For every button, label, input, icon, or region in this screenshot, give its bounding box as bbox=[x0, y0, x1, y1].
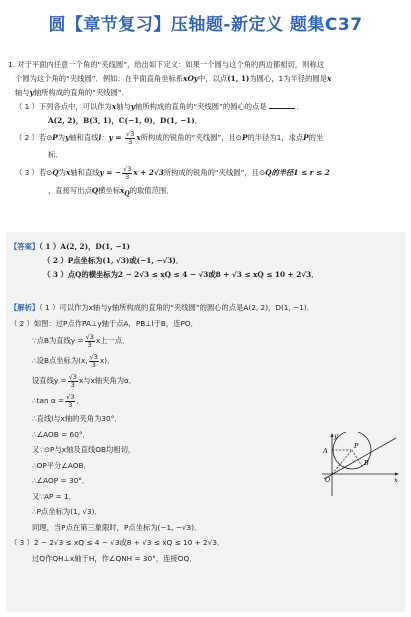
fraction: $\frac{√3}{3}$ bbox=[85, 332, 94, 349]
question-part1-options: A(2, 2)，B(3, 1)，C(−1, 0)，D(1, −1)． bbox=[48, 116, 202, 125]
answer-tag: 【答案】 bbox=[10, 242, 40, 251]
solution-line-2: （ 2 ）如图：过P点作PA⊥y轴于点A，PB⊥l于B，连PO． bbox=[10, 318, 198, 328]
question-intro: 1. 对于平面内任意一个角的“夹线圆”，给出如下定义：如果一个圆与这个角的两边都相切，则称这 bbox=[8, 60, 325, 69]
answer-line-2: （ 2 ）P点坐标为(1, √3)或(−1, −√3)． bbox=[43, 256, 184, 265]
solution-line-9: 又∵⊙P与x轴及直线OB均相切， bbox=[32, 445, 136, 454]
solution-line-4: ∴设B点坐标为(x, $\frac{√3}{3}$ x)． bbox=[32, 352, 115, 369]
a-label: A bbox=[323, 447, 328, 455]
question-block bbox=[8, 58, 406, 201]
question-part1: （ 1 ）下列各点中，可以作为x轴与y轴所构成的直角的“夹线圆”的圆心的点是 ． bbox=[15, 102, 304, 111]
page-title: 圆【章节复习】压轴题-新定义 题集C37 bbox=[48, 15, 363, 35]
solution-line-11: ∴∠AOP = 30°． bbox=[32, 476, 90, 485]
question-intro-line3: 轴与y轴所构成的直角的“夹线圆”． bbox=[15, 88, 129, 97]
segment-op bbox=[332, 450, 352, 474]
solution-tag: 【解析】 bbox=[10, 303, 40, 312]
solution-line-14: 同理，当P点在第三象限时，P点坐标为(−1, −√3)． bbox=[32, 522, 202, 532]
solution-line-6: ∴tan α = $\frac{√3}{3}$ ． bbox=[32, 392, 84, 409]
y-label: y bbox=[334, 432, 338, 440]
question-part3-cont: ，直接写出点Q横坐标$x_Q$的取值范围． bbox=[48, 186, 174, 198]
fraction: $\frac{√3}{3}$ bbox=[68, 372, 77, 389]
fraction: $\frac{√3}{3}$ bbox=[66, 392, 75, 409]
question-part2: （ 2 ）若⊙P为y轴和直线l：y = $\frac{√3}{3}$ x所构成的锐角的“夹线圆”，且⊙P的半径为1，求点P的坐 bbox=[15, 129, 324, 146]
answer-line-1: 【答案】（ 1 ）A(2, 2)，D(1, −1) bbox=[10, 242, 130, 251]
fraction: $\frac{√3}{3}$ bbox=[126, 129, 135, 146]
solution-line-16: 过Q作QH⊥x轴于H，作∠QNH = 30°，连接OQ． bbox=[32, 553, 197, 563]
answer-blank bbox=[269, 102, 295, 109]
solution-line-8: ∴∠AOB = 60°． bbox=[32, 429, 90, 439]
solution-line-3: ∵点B为直线y = $\frac{√3}{3}$ x上一点． bbox=[32, 332, 130, 349]
solution-line-5: 设直线y = $\frac{√3}{3}$ x与x轴夹角为α． bbox=[32, 372, 137, 389]
p-label: P bbox=[354, 442, 359, 450]
fraction: $\frac{√3}{3}$ bbox=[89, 352, 98, 369]
answer-line-3: （ 3 ）点Q的横坐标为2 − 2√3 ≤ xQ ≤ 4 − √3或8 + √3 ≤ xQ ≤ 10 + 2√3． bbox=[43, 270, 319, 279]
fraction: $\frac{√3}{3}$ bbox=[123, 164, 132, 181]
question-intro-line2: 个圆为这个角的“夹线圆”．例如：在平面直角坐标系xOy中，以点(1, 1)为圆心，1为半径的圆是x bbox=[15, 74, 332, 83]
solution-line-13: ∴P点坐标为(1, √3)． bbox=[32, 507, 102, 516]
o-label: O bbox=[325, 476, 331, 484]
solution-line-15: （ 3 ）2 − 2√3 ≤ xQ ≤ 4 − √3或8 + √3 ≤ xQ ≤ 10 + 2√3． bbox=[10, 538, 225, 547]
solution-line-1: 【解析】（ 1 ）可以作为x轴与y轴所构成的直角的“夹线圆”的圆心的点是A(2, 2)，D(1, −1)． bbox=[10, 303, 314, 312]
solution-line-12: 又∵AP = 1． bbox=[32, 491, 77, 501]
x-label: x bbox=[394, 476, 398, 484]
question-part2-cont: 标． bbox=[48, 150, 63, 159]
answer-block bbox=[10, 240, 402, 282]
b-label: B bbox=[364, 459, 369, 467]
geometry-figure bbox=[318, 432, 400, 498]
solution-line-10: ∴OP平分∠AOB． bbox=[32, 460, 91, 470]
question-part3: （ 3 ）若⊙Q为x轴和直线y = − $\frac{√3}{3}$ x + 2√3所构成的锐角的“夹线圆”，且⊙Q的半径1 ≤ r ≤ 2 bbox=[15, 164, 330, 181]
solution-line-7: ∴直线l与x轴的夹角为30°． bbox=[32, 414, 122, 423]
